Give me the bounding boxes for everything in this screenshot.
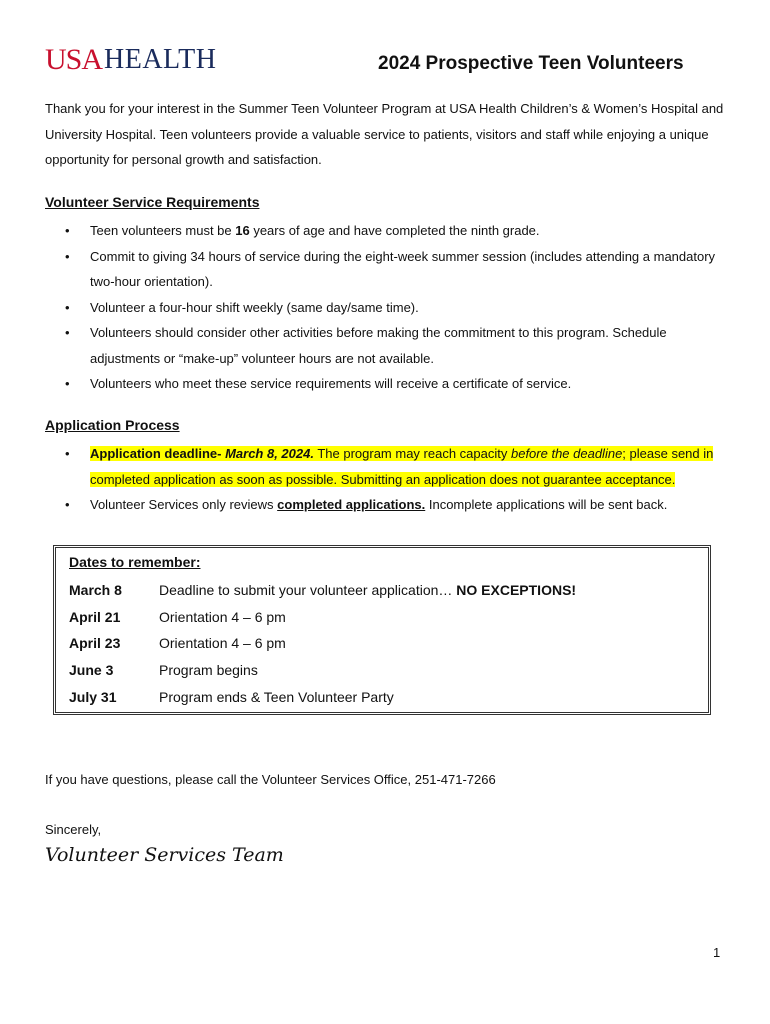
page-number: 1 — [713, 945, 721, 960]
list-item — [62, 371, 722, 397]
date-description: Program begins — [159, 661, 258, 678]
requirements-heading: Volunteer Service Requirements — [45, 194, 260, 210]
bullet-icon: • — [65, 376, 70, 391]
capacity-text: ; please send in completed application as soon as possible. Submitting an application does not guarantee acceptance. — [90, 446, 714, 487]
bullet-icon: • — [65, 325, 70, 340]
requirement-text: Commit to giving 34 hours of service during the eight-week summer session (includes attending a mandatory two-hour orientation). — [90, 248, 716, 289]
deadline-label: Application deadline- — [90, 446, 226, 461]
date-row — [69, 629, 699, 656]
list-item — [62, 320, 722, 371]
date-label: April 21 — [69, 608, 121, 625]
requirement-text: Volunteers should consider other activities before making the commitment to this program. Schedule adjustments or “make-up” volunteer hours are not available. — [90, 325, 667, 366]
page-title: 2024 Prospective Teen Volunteers — [378, 53, 684, 74]
application-heading: Application Process — [45, 417, 180, 433]
signature: Volunteer Services Team — [45, 844, 284, 866]
bullet-icon: • — [65, 299, 70, 315]
date-row — [69, 603, 699, 630]
date-label: June 3 — [69, 661, 114, 678]
list-item — [62, 218, 722, 244]
application-list — [62, 441, 722, 518]
review-text: Volunteer Services only reviews — [90, 497, 278, 512]
list-item — [62, 295, 722, 321]
date-row — [69, 656, 699, 683]
list-item — [62, 244, 722, 295]
date-row — [69, 576, 699, 603]
dates-heading: Dates to remember: — [69, 554, 201, 570]
usa-health-logo — [45, 44, 216, 76]
date-description: Orientation 4 – 6 pm — [159, 608, 286, 625]
review-text: Incomplete applications will be sent back. — [425, 497, 668, 512]
bullet-icon: • — [65, 446, 70, 461]
date-description: Orientation 4 – 6 pm — [159, 634, 286, 651]
date-description: Program ends & Teen Volunteer Party — [159, 688, 394, 705]
requirements-list — [62, 218, 722, 397]
requirement-text: Volunteer a four-hour shift weekly (same day/same time). — [90, 299, 419, 315]
date-row — [69, 683, 699, 710]
requirement-text: Teen volunteers must be — [90, 223, 236, 238]
requirement-text: Volunteers who meet these service requirements will receive a certificate of service. — [90, 376, 572, 391]
requirement-age: 16 — [235, 223, 250, 238]
date-emphasis: NO EXCEPTIONS! — [456, 581, 577, 598]
questions-text: If you have questions, please call the Volunteer Services Office, 251-471-7266 — [45, 772, 496, 787]
bullet-icon: • — [65, 497, 70, 512]
bullet-icon: • — [65, 248, 70, 264]
list-item — [62, 492, 722, 518]
list-item — [62, 441, 722, 492]
date-label: March 8 — [69, 581, 122, 598]
intro-paragraph: Thank you for your interest in the Summer Teen Volunteer Program at USA Health Children’s & Women’s Hospital and University Hospital. Teen volunteers provide a valuable service to patients, visitors and staff while enjoying a unique opportunity for personal growth and satisfaction. — [45, 101, 724, 167]
capacity-text: The program may reach capacity — [313, 446, 511, 461]
deadline-date: March 8, 2024. — [225, 446, 314, 461]
requirement-text: years of age and have completed the ninth grade. — [249, 223, 540, 238]
date-description: Deadline to submit your volunteer application… — [159, 581, 457, 598]
capacity-emphasis: before the deadline — [510, 446, 623, 461]
logo-usa-mark: USA — [45, 43, 103, 76]
bullet-icon: • — [65, 223, 70, 238]
date-label: July 31 — [69, 688, 117, 705]
logo-health-wordmark: HEALTH — [104, 44, 217, 75]
review-emphasis: completed applications. — [277, 497, 426, 512]
closing-text: Sincerely, — [45, 822, 102, 837]
date-label: April 23 — [69, 634, 121, 651]
